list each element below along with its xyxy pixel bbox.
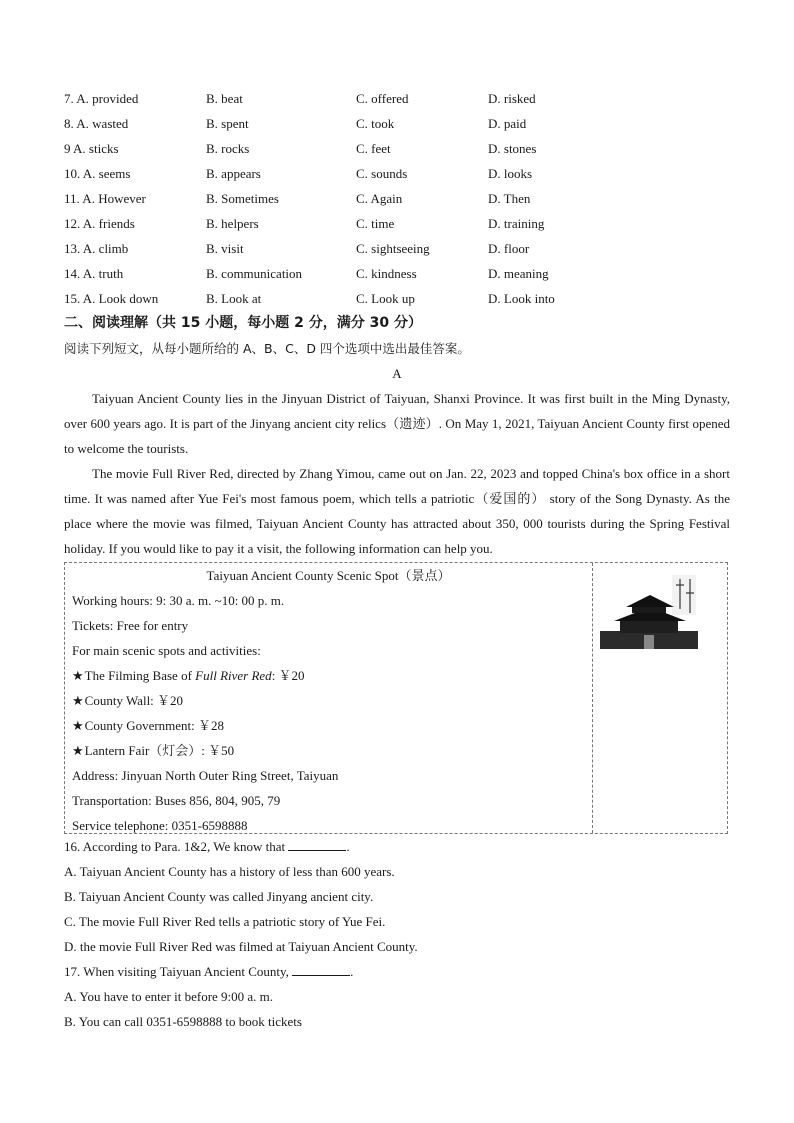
- option-b: B. Sometimes: [206, 191, 279, 206]
- option-row: [64, 111, 730, 136]
- option-row: [64, 236, 730, 261]
- section-title: 二、阅读理解（共 15 小题，每小题 2 分，满分 30 分）: [64, 315, 422, 331]
- star-icon: ★: [72, 743, 84, 758]
- option-c: C. feet: [356, 141, 391, 156]
- spot-price: : ￥20: [271, 668, 305, 683]
- question-list: [64, 834, 730, 1034]
- option-d: D. stones: [488, 141, 537, 156]
- star-icon: ★: [72, 668, 84, 683]
- option-a: 11. A. However: [64, 191, 146, 206]
- option-d: D. meaning: [488, 266, 549, 281]
- option-c: C. Look up: [356, 291, 415, 306]
- info-hours: Working hours: 9: 30 a. m. ~10: 00 p. m.: [72, 593, 285, 608]
- option-c: C. kindness: [356, 266, 417, 281]
- option-b: B. visit: [206, 241, 244, 256]
- option-row: [64, 286, 730, 311]
- spot-item: [65, 688, 592, 713]
- spot-name: County Government:: [84, 718, 199, 733]
- question-text: 17. When visiting Taiyuan Ancient County,: [64, 964, 289, 979]
- exam-page: [64, 86, 730, 1034]
- spot-list: [65, 663, 592, 763]
- option-d: D. floor: [488, 241, 530, 256]
- answer-choice: B. You can call 0351-6598888 to book tickets: [64, 1014, 302, 1029]
- option-row: [64, 86, 730, 111]
- question-text: 16. According to Para. 1&2, We know that: [64, 839, 286, 854]
- spot-price: ￥20: [157, 693, 184, 708]
- spot-name: County Wall:: [84, 693, 158, 708]
- option-a: 14. A. truth: [64, 266, 124, 281]
- spot-item: [65, 713, 592, 738]
- option-row: [64, 261, 730, 286]
- spot-title-italic: Full River Red: [195, 668, 272, 683]
- answer-choice: A. Taiyuan Ancient County has a history of less than 600 years.: [64, 864, 395, 879]
- option-c: C. time: [356, 216, 395, 231]
- info-table: [64, 562, 728, 834]
- question-end: .: [350, 964, 354, 979]
- option-a: 10. A. seems: [64, 166, 131, 181]
- option-d: D. paid: [488, 116, 527, 131]
- option-row: [64, 186, 730, 211]
- star-icon: ★: [72, 693, 84, 708]
- option-c: C. Again: [356, 191, 403, 206]
- option-a: 13. A. climb: [64, 241, 129, 256]
- option-b: B. beat: [206, 91, 243, 106]
- info-address: Address: Jinyuan North Outer Ring Street, Taiyuan: [72, 768, 339, 783]
- spot-price: ￥50: [208, 743, 235, 758]
- spot-price: ￥28: [198, 718, 225, 733]
- option-row: [64, 161, 730, 186]
- spot-name: Lantern Fair（灯会）:: [84, 743, 209, 758]
- info-spots-intro: For main scenic spots and activities:: [72, 643, 261, 658]
- section-instruction: 阅读下列短文，从每小题所给的 A、B、C、D 四个选项中选出最佳答案。: [64, 341, 470, 356]
- info-transport: Transportation: Buses 856, 804, 905, 79: [72, 793, 281, 808]
- option-a: 8. A. wasted: [64, 116, 129, 131]
- question-end: .: [346, 839, 350, 854]
- spot-name: The Filming Base of: [84, 668, 196, 683]
- option-a: 12. A. friends: [64, 216, 135, 231]
- option-d: D. risked: [488, 91, 536, 106]
- passage-label: A: [392, 366, 402, 381]
- answer-blank: [288, 836, 346, 851]
- question-stem: [64, 959, 730, 984]
- option-d: D. training: [488, 216, 545, 231]
- answer-choice: B. Taiyuan Ancient County was called Jinyang ancient city.: [64, 889, 374, 904]
- spot-item: [65, 663, 592, 688]
- option-b: B. Look at: [206, 291, 262, 306]
- option-d: D. looks: [488, 166, 533, 181]
- info-image-cell: [592, 563, 729, 833]
- paragraph-1: Taiyuan Ancient County lies in the Jinyuan District of Taiyuan, Shanxi Province. It was first built in the Ming Dynasty, over 600 years ago. It is part of the Jinyang ancient city relics（遗迹）. On May 1, 2021, Taiyuan Ancient County first opened to welcome the tourists.: [64, 391, 730, 456]
- option-a: 15. A. Look down: [64, 291, 159, 306]
- option-row: [64, 136, 730, 161]
- paragraph-2: The movie Full River Red, directed by Zhang Yimou, came out on Jan. 22, 2023 and topped China's box office in a short time. It was named after Yue Fei's most famous poem, which tells a patriotic（爱国的） story of the Song Dynasty. As the place where the movie was filmed, Taiyuan Ancient County has attracted about 350, 000 tourists during the Spring Festival holiday. If you would like to pay it a visit, the following information can help you.: [64, 466, 730, 556]
- option-b: B. communication: [206, 266, 303, 281]
- info-title: Taiyuan Ancient County Scenic Spot（景点）: [206, 568, 451, 583]
- option-a: 7. A. provided: [64, 91, 139, 106]
- option-d: D. Look into: [488, 291, 555, 306]
- option-row: [64, 211, 730, 236]
- answer-choice: A. You have to enter it before 9:00 a. m.: [64, 989, 274, 1004]
- option-c: C. sightseeing: [356, 241, 430, 256]
- cloze-options: [64, 86, 730, 311]
- option-d: D. Then: [488, 191, 531, 206]
- info-text-cell: [65, 563, 593, 833]
- option-b: B. helpers: [206, 216, 259, 231]
- option-b: B. rocks: [206, 141, 250, 156]
- answer-choice: D. the movie Full River Red was filmed at Taiyuan Ancient County.: [64, 939, 418, 954]
- answer-blank: [292, 961, 350, 976]
- info-phone: Service telephone: 0351-6598888: [72, 818, 248, 833]
- answer-choice: C. The movie Full River Red tells a patriotic story of Yue Fei.: [64, 914, 386, 929]
- option-c: C. took: [356, 116, 395, 131]
- spot-item: [65, 738, 592, 763]
- star-icon: ★: [72, 718, 84, 733]
- option-c: C. offered: [356, 91, 409, 106]
- info-tickets: Tickets: Free for entry: [72, 618, 189, 633]
- ancient-tower-image: [600, 573, 700, 653]
- option-b: B. appears: [206, 166, 261, 181]
- option-b: B. spent: [206, 116, 249, 131]
- option-c: C. sounds: [356, 166, 408, 181]
- option-a: 9 A. sticks: [64, 141, 119, 156]
